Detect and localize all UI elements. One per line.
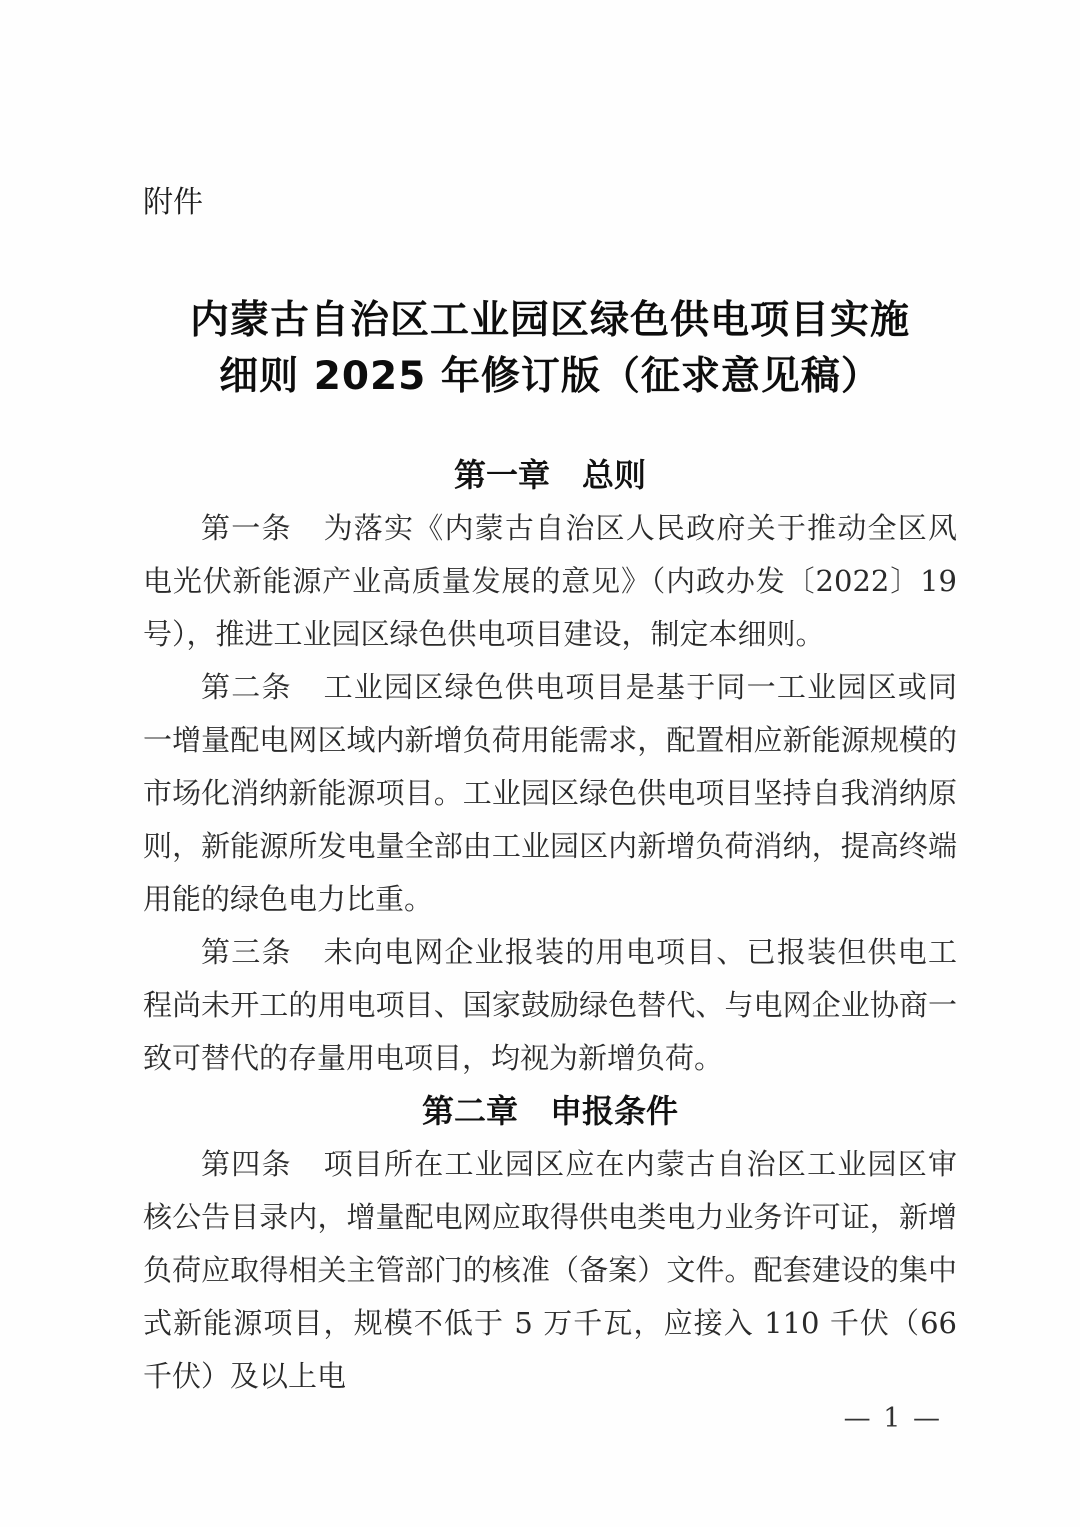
document-title-line1: 内蒙古自治区工业园区绿色供电项目实施 [189,298,910,343]
article-1 [143,502,957,661]
article-2 [143,661,957,926]
document-title-line2: 细则 2025 年修订版（征求意见稿） [219,354,881,399]
article-4 [143,1138,957,1403]
chapter-1-heading: 第一章 总则 [453,456,646,494]
article-3-label: 第三条 [201,935,292,969]
article-3-text: 未向电网企业报装的用电项目、已报装但供电工程尚未开工的用电项目、国家鼓励绿色替代、与电网企业协商一致可替代的存量用电项目，均视为新增负荷。 [143,935,957,1075]
article-2-label: 第二条 [201,670,292,704]
article-4-text: 项目所在工业园区应在内蒙古自治区工业园区审核公告目录内，增量配电网应取得供电类电力业务许可证，新增负荷应取得相关主管部门的核准（备案）文件。配套建设的集中式新能源项目，规模不低于 5 万千瓦，应接入 110 千伏（66 千伏）及以上电 [143,1147,957,1393]
article-1-label: 第一条 [201,511,292,545]
page-number: — 1 — [843,1403,942,1434]
article-1-text: 为落实《内蒙古自治区人民政府关于推动全区风电光伏新能源产业高质量发展的意见》（内政办发〔2022〕19 号），推进工业园区绿色供电项目建设，制定本细则。 [143,511,957,651]
attachment-label: 附件 [143,185,203,220]
document-title [143,293,957,405]
article-4-label: 第四条 [201,1147,292,1181]
chapter-2-heading: 第二章 申报条件 [421,1092,678,1130]
article-3 [143,926,957,1085]
article-2-text: 工业园区绿色供电项目是基于同一工业园区或同一增量配电网区域内新增负荷用能需求，配置相应新能源规模的市场化消纳新能源项目。工业园区绿色供电项目坚持自我消纳原则，新能源所发电量全部由工业园区内新增负荷消纳，提高终端用能的绿色电力比重。 [143,670,957,916]
